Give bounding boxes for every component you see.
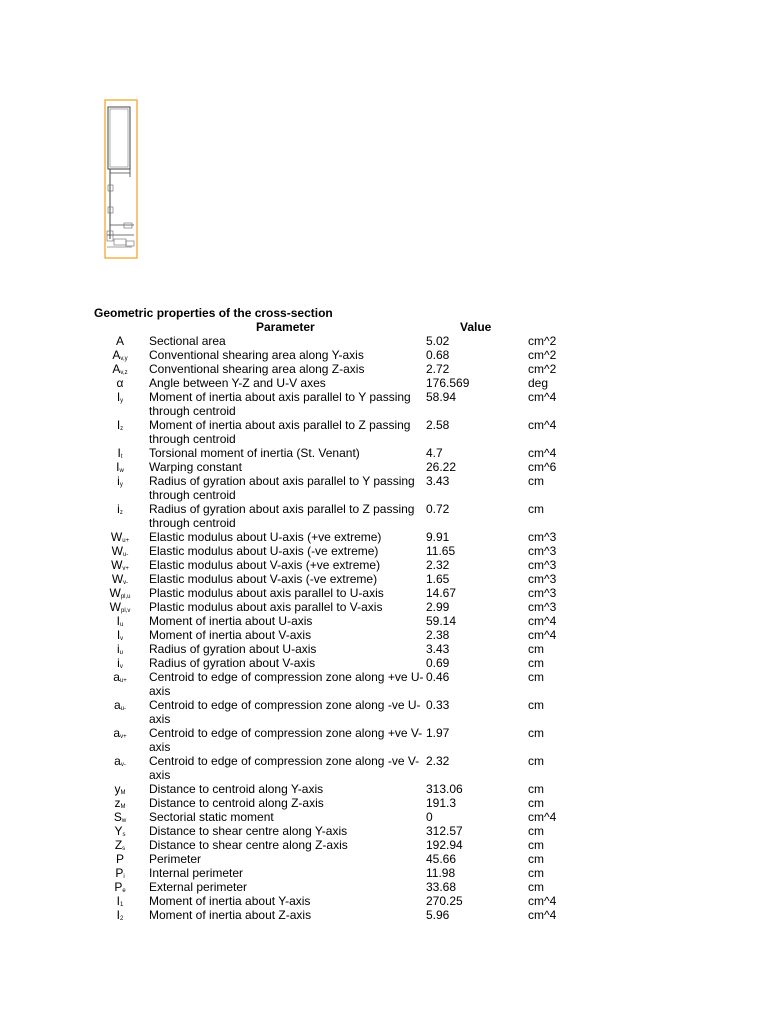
table-row xyxy=(0,600,768,614)
symbol-base: W xyxy=(109,600,121,614)
table-row xyxy=(0,376,768,390)
parameter-value: 2.32 xyxy=(426,754,450,768)
parameter-description: Moment of inertia about Y-axis xyxy=(149,894,311,908)
parameter-description: Radius of gyration about U-axis xyxy=(149,642,317,656)
symbol-base: i xyxy=(117,474,120,488)
symbol xyxy=(100,446,140,460)
parameter-unit: cm xyxy=(528,726,544,740)
symbol-subscript: e xyxy=(122,888,126,894)
parameter-value: 5.96 xyxy=(426,908,450,922)
symbol xyxy=(100,600,140,614)
parameter-description: Sectional area xyxy=(149,334,226,348)
table-row xyxy=(0,446,768,460)
symbol xyxy=(100,390,140,404)
symbol xyxy=(100,572,140,586)
parameter-value: 59.14 xyxy=(426,614,457,628)
symbol-subscript: u+ xyxy=(119,678,127,684)
parameter-value: 1.97 xyxy=(426,726,450,740)
parameter-value: 176.569 xyxy=(426,376,470,390)
parameter-unit: cm^4 xyxy=(528,628,557,642)
parameter-value: 58.94 xyxy=(426,390,457,404)
symbol-subscript: s xyxy=(122,846,126,852)
section-box xyxy=(108,107,130,169)
symbol xyxy=(100,628,140,642)
parameter-value: 192.94 xyxy=(426,838,463,852)
symbol-subscript: v xyxy=(119,664,123,670)
symbol-subscript: u xyxy=(120,622,124,628)
symbol-base: P xyxy=(114,880,123,894)
symbol-base: y xyxy=(114,782,121,796)
parameter-value: 2.38 xyxy=(426,628,450,642)
symbol-subscript: M xyxy=(120,790,126,796)
parameter-unit: cm^3 xyxy=(528,572,557,586)
symbol xyxy=(100,796,140,810)
symbol xyxy=(100,894,140,908)
parameter-unit: deg xyxy=(528,376,549,390)
parameter-unit: cm xyxy=(528,824,544,838)
table-row xyxy=(0,530,768,544)
symbol-subscript: z xyxy=(120,426,124,432)
parameter-unit: cm^4 xyxy=(528,810,557,824)
symbol-base: I xyxy=(117,446,121,460)
symbol-base: W xyxy=(109,586,121,600)
parameter-value: 5.02 xyxy=(426,334,450,348)
parameter-value: 270.25 xyxy=(426,894,463,908)
cross-section-drawing xyxy=(104,99,138,259)
parameter-unit: cm^4 xyxy=(528,390,557,404)
symbol-subscript: y xyxy=(119,482,123,488)
symbol-base: W xyxy=(111,572,124,586)
symbol xyxy=(100,852,140,866)
parameter-value: 0.68 xyxy=(426,348,450,362)
table-row xyxy=(0,852,768,866)
parameter-value: 313.06 xyxy=(426,782,463,796)
parameter-description: Moment of inertia about axis parallel to Y passing through centroid xyxy=(149,390,411,418)
table-row xyxy=(0,754,768,782)
symbol-base: a xyxy=(113,670,120,684)
parameter-description: Plastic modulus about axis parallel to V-axis xyxy=(149,600,383,614)
parameter-value: 11.65 xyxy=(426,544,456,558)
symbol-subscript: u- xyxy=(122,552,129,558)
symbol-base: I xyxy=(116,614,120,628)
parameter-description: Centroid to edge of compression zone along -ve U-axis xyxy=(149,698,421,726)
symbol-subscript: v,z xyxy=(120,370,128,376)
symbol xyxy=(100,460,140,474)
parameter-value: 2.58 xyxy=(426,418,450,432)
parameter-unit: cm^6 xyxy=(528,460,557,474)
symbol xyxy=(100,810,140,824)
symbol-subscript: M xyxy=(120,804,126,810)
symbol-subscript: v,y xyxy=(120,356,128,362)
symbol-subscript: s xyxy=(122,832,126,838)
parameter-description: Plastic modulus about axis parallel to U-axis xyxy=(149,586,384,600)
symbol-base: I xyxy=(116,460,120,474)
symbol-subscript: z xyxy=(119,510,123,516)
table-row xyxy=(0,628,768,642)
parameter-unit: cm xyxy=(528,866,544,880)
parameter-unit: cm^2 xyxy=(528,362,557,376)
parameter-unit: cm xyxy=(528,796,544,810)
symbol-base: A xyxy=(112,362,121,376)
parameter-value: 0 xyxy=(426,810,433,824)
parameter-value: 9.91 xyxy=(426,530,450,544)
symbol-subscript: 2 xyxy=(120,916,124,922)
parameter-description: Torsional moment of inertia (St. Venant) xyxy=(149,446,360,460)
parameter-unit: cm^3 xyxy=(528,600,557,614)
section-detail xyxy=(126,241,134,246)
symbol-base: a xyxy=(114,754,121,768)
parameter-unit: cm xyxy=(528,754,544,768)
parameter-description: Distance to centroid along Y-axis xyxy=(149,782,324,796)
parameter-description: Moment of inertia about U-axis xyxy=(149,614,313,628)
symbol-subscript: v- xyxy=(123,580,129,586)
table-row xyxy=(0,558,768,572)
parameter-value: 0.72 xyxy=(426,502,450,516)
symbol-base: Z xyxy=(114,838,123,852)
parameter-unit: cm xyxy=(528,474,544,488)
parameter-description: Conventional shearing area along Z-axis xyxy=(149,362,365,376)
table-row xyxy=(0,348,768,362)
parameter-unit: cm^4 xyxy=(528,908,557,922)
symbol-subscript: 1 xyxy=(120,902,124,908)
symbol xyxy=(100,334,140,348)
table-row xyxy=(0,894,768,908)
symbol-subscript: v+ xyxy=(122,566,129,572)
parameter-unit: cm xyxy=(528,670,544,684)
table-row xyxy=(0,614,768,628)
parameter-description: Radius of gyration about axis parallel to Z passing through centroid xyxy=(149,502,415,530)
table-row xyxy=(0,334,768,348)
symbol-base: I xyxy=(116,894,120,908)
parameter-value: 0.46 xyxy=(426,670,450,684)
parameter-description: Centroid to edge of compression zone along -ve V-axis xyxy=(149,754,420,782)
table-row xyxy=(0,418,768,446)
parameter-description: Distance to centroid along Z-axis xyxy=(149,796,324,810)
parameter-unit: cm^4 xyxy=(528,614,557,628)
symbol xyxy=(100,656,140,670)
parameter-description: Distance to shear centre along Z-axis xyxy=(149,838,348,852)
table-row xyxy=(0,698,768,726)
table-row xyxy=(0,642,768,656)
symbol xyxy=(100,474,140,488)
parameter-value: 3.43 xyxy=(426,474,450,488)
symbol xyxy=(100,908,140,922)
table-row xyxy=(0,866,768,880)
symbol-base: i xyxy=(117,502,120,516)
parameter-value: 33.68 xyxy=(426,880,457,894)
parameter-value: 45.66 xyxy=(426,852,457,866)
symbol xyxy=(100,418,140,432)
parameter-description: Conventional shearing area along Y-axis xyxy=(149,348,364,362)
symbol xyxy=(100,586,140,600)
table-row xyxy=(0,502,768,530)
parameter-description: Sectorial static moment xyxy=(149,810,274,824)
table-row xyxy=(0,362,768,376)
parameter-unit: cm^3 xyxy=(528,530,557,544)
symbol-base: S xyxy=(113,810,122,824)
parameter-value: 2.32 xyxy=(426,558,450,572)
parameter-description: Elastic modulus about V-axis (-ve extreme) xyxy=(149,572,378,586)
symbol xyxy=(100,824,140,838)
symbol xyxy=(100,362,140,376)
section-title: Geometric properties of the cross-section xyxy=(94,306,333,320)
symbol-base: A xyxy=(112,348,121,362)
symbol-base: P xyxy=(115,852,124,866)
parameter-unit: cm xyxy=(528,698,544,712)
symbol-subscript: w xyxy=(121,818,127,824)
symbol xyxy=(100,614,140,628)
parameter-value: 14.67 xyxy=(426,586,457,600)
parameter-description: Perimeter xyxy=(149,852,202,866)
parameter-value: 2.99 xyxy=(426,600,450,614)
parameter-value: 2.72 xyxy=(426,362,450,376)
symbol-subscript: w xyxy=(119,468,124,474)
parameter-value: 1.65 xyxy=(426,572,450,586)
symbol-subscript: t xyxy=(120,454,123,460)
parameter-value: 191.3 xyxy=(426,796,457,810)
symbol xyxy=(100,530,140,544)
symbol xyxy=(100,880,140,894)
table-row xyxy=(0,880,768,894)
table-row xyxy=(0,824,768,838)
symbol xyxy=(100,838,140,852)
parameter-description: Moment of inertia about Z-axis xyxy=(149,908,312,922)
table-row xyxy=(0,390,768,418)
parameter-value: 11.98 xyxy=(426,866,456,880)
parameter-description: External perimeter xyxy=(149,880,248,894)
section-box-inner xyxy=(110,109,128,167)
symbol xyxy=(100,376,140,390)
symbol xyxy=(100,726,140,740)
parameter-unit: cm^3 xyxy=(528,544,557,558)
parameter-value: 3.43 xyxy=(426,642,450,656)
symbol-base: W xyxy=(111,544,123,558)
symbol-base: Y xyxy=(114,824,123,838)
parameter-description: Warping constant xyxy=(149,460,242,474)
parameter-unit: cm xyxy=(528,852,544,866)
symbol xyxy=(100,544,140,558)
symbol-subscript: u xyxy=(119,650,123,656)
section-detail xyxy=(124,223,132,228)
header-parameter: Parameter xyxy=(256,320,315,334)
symbol xyxy=(100,698,140,712)
symbol-base: I xyxy=(116,628,121,642)
table-row xyxy=(0,460,768,474)
table-row xyxy=(0,670,768,698)
symbol-base: W xyxy=(110,530,123,544)
header-value: Value xyxy=(460,320,492,334)
parameter-description: Centroid to edge of compression zone along +ve V-axis xyxy=(149,726,423,754)
symbol-base: a xyxy=(113,726,121,740)
table-row xyxy=(0,726,768,754)
table-row xyxy=(0,810,768,824)
parameter-description: Internal perimeter xyxy=(149,866,244,880)
parameter-description: Elastic modulus about U-axis (+ve extreme) xyxy=(149,530,382,544)
symbol xyxy=(100,502,140,516)
symbol-subscript: v+ xyxy=(120,734,127,740)
table-row xyxy=(0,572,768,586)
symbol xyxy=(100,782,140,796)
parameter-description: Moment of inertia about axis parallel to Z passing through centroid xyxy=(149,418,411,446)
table-row xyxy=(0,838,768,852)
symbol-base: A xyxy=(115,334,124,348)
table-row xyxy=(0,544,768,558)
symbol-base: I xyxy=(116,908,120,922)
symbol-base: i xyxy=(116,642,120,656)
parameter-description: Elastic modulus about V-axis (+ve extreme) xyxy=(149,558,381,572)
symbol-subscript: y xyxy=(120,398,124,404)
section-detail xyxy=(114,239,126,245)
symbol xyxy=(100,754,140,768)
symbol-subscript: v xyxy=(120,636,124,642)
parameter-description: Elastic modulus about U-axis (-ve extreme) xyxy=(149,544,379,558)
symbol-base: I xyxy=(116,390,121,404)
parameter-unit: cm xyxy=(528,502,544,516)
parameter-unit: cm^2 xyxy=(528,334,557,348)
parameter-value: 312.57 xyxy=(426,824,463,838)
symbol-subscript: pl,v xyxy=(120,608,131,614)
table-row xyxy=(0,796,768,810)
parameter-value: 4.7 xyxy=(426,446,443,460)
parameter-unit: cm^3 xyxy=(528,558,557,572)
parameter-unit: cm xyxy=(528,782,544,796)
symbol xyxy=(100,348,140,362)
symbol xyxy=(100,558,140,572)
parameter-unit: cm xyxy=(528,838,544,852)
symbol-base: z xyxy=(114,796,121,810)
parameter-description: Radius of gyration about axis parallel to Y passing through centroid xyxy=(149,474,415,502)
symbol-base: I xyxy=(116,418,121,432)
parameter-unit: cm xyxy=(528,642,544,656)
parameter-value: 26.22 xyxy=(426,460,457,474)
symbol-base: P xyxy=(115,866,124,880)
symbol xyxy=(100,670,140,684)
symbol-subscript: u- xyxy=(120,706,127,712)
symbol xyxy=(100,642,140,656)
symbol-subscript: pl,u xyxy=(120,594,131,600)
parameter-unit: cm xyxy=(528,656,544,670)
symbol-base: i xyxy=(117,656,120,670)
table-row xyxy=(0,656,768,670)
symbol-base: α xyxy=(116,376,124,390)
parameter-unit: cm^4 xyxy=(528,894,557,908)
parameter-description: Moment of inertia about V-axis xyxy=(149,628,312,642)
table-row xyxy=(0,908,768,922)
parameter-description: Centroid to edge of compression zone along +ve U-axis xyxy=(149,670,424,698)
parameter-value: 0.33 xyxy=(426,698,450,712)
table-row xyxy=(0,474,768,502)
symbol xyxy=(100,866,140,880)
parameter-unit: cm xyxy=(528,880,544,894)
table-row xyxy=(0,782,768,796)
parameter-unit: cm^3 xyxy=(528,586,557,600)
symbol-subscript: v- xyxy=(120,762,126,768)
parameter-unit: cm^4 xyxy=(528,446,557,460)
parameter-description: Angle between Y-Z and U-V axes xyxy=(149,376,326,390)
parameter-unit: cm^4 xyxy=(528,418,557,432)
symbol-base: a xyxy=(113,698,121,712)
parameter-description: Distance to shear centre along Y-axis xyxy=(149,824,348,838)
symbol-subscript: i xyxy=(123,874,125,880)
parameter-description: Radius of gyration about V-axis xyxy=(149,656,316,670)
properties-table xyxy=(0,334,768,922)
table-row xyxy=(0,586,768,600)
symbol-subscript: u+ xyxy=(122,538,130,544)
symbol-base: W xyxy=(111,558,123,572)
parameter-unit: cm^2 xyxy=(528,348,557,362)
parameter-value: 0.69 xyxy=(426,656,450,670)
